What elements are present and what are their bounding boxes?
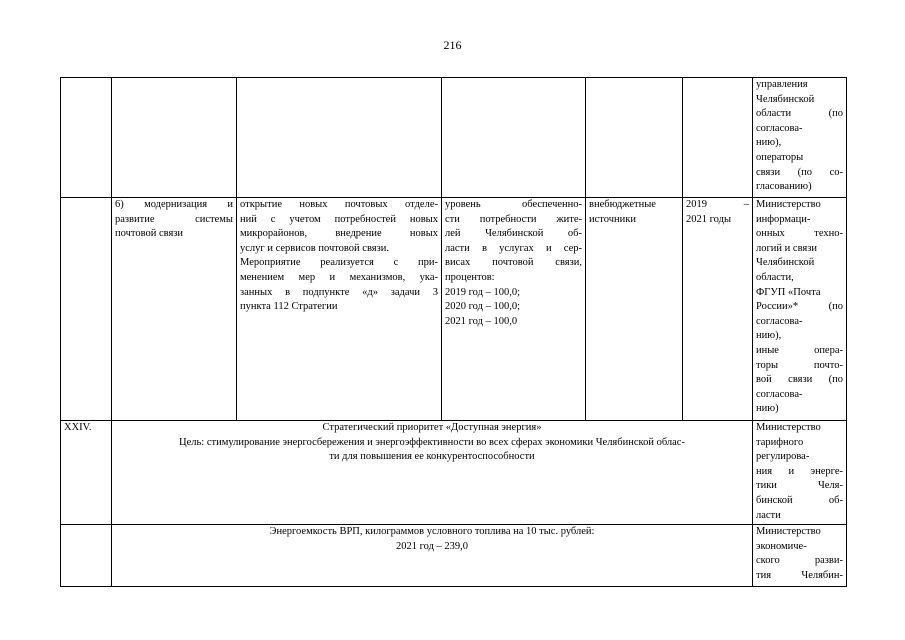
- cell-task: [112, 198, 237, 421]
- text-line: согласова-: [756, 388, 803, 400]
- text-line: регулирова-: [756, 451, 810, 463]
- text-line: ского разви-: [756, 555, 843, 567]
- text-line: бинской об-: [756, 494, 843, 506]
- text-line: процентов:: [445, 271, 495, 283]
- text-line: менением мер и механизмов, ука-: [240, 271, 438, 283]
- text-line: экономиче-: [756, 540, 807, 552]
- text-line: сти потребности жите-: [445, 213, 582, 225]
- text-line: нию),: [756, 330, 782, 342]
- text-line: уровень обеспеченно-: [445, 199, 582, 210]
- text-line: Мероприятие реализуется с при-: [240, 257, 438, 269]
- table-row-priority: [61, 421, 847, 525]
- text-line: Челябинской: [756, 257, 815, 269]
- text-line: лей Челябинской об-: [445, 228, 582, 240]
- text-line: операторы: [756, 151, 804, 163]
- cell-responsible: [753, 525, 847, 587]
- text-line: тия Челябин-: [756, 569, 843, 581]
- table-row-energy-intensity: [61, 525, 847, 587]
- cell-priority-number: XXIV.: [61, 421, 112, 525]
- table-row-continuation: [61, 78, 847, 198]
- text-line: 2019 –: [686, 199, 749, 210]
- cell-period: [683, 78, 753, 198]
- text-line: ния и энерге-: [756, 465, 843, 477]
- priority-title: Стратегический приоритет «Доступная энергия»: [322, 422, 542, 433]
- cell-task: [112, 78, 237, 198]
- text-line: источники: [589, 213, 636, 225]
- cell-number: [61, 198, 112, 421]
- text-line: нию),: [756, 137, 782, 149]
- priority-goal: Цель: стимулирование энергосбережения и энергоэффективности во всех сферах экономики Челябинской облас-: [179, 436, 685, 448]
- text-line: ний с учетом потребностей новых: [240, 213, 438, 225]
- cell-period: [683, 198, 753, 421]
- cell-energy-indicator: [112, 525, 753, 587]
- text-line: тарифного: [756, 436, 804, 448]
- text-line: вой связи (по: [756, 374, 843, 386]
- text-line: ФГУП «Почта: [756, 286, 821, 298]
- cell-measures: [237, 78, 442, 198]
- text-line: иные опера-: [756, 344, 843, 356]
- indicator-value: 2021 год – 239,0: [395, 540, 469, 552]
- text-line: 6) модернизация и: [115, 199, 233, 210]
- cell-responsible: [753, 198, 847, 421]
- text-line: занных в подпункте «д» задачи 3: [240, 286, 438, 298]
- text-line: ласти: [756, 509, 781, 521]
- text-line: согласова-: [756, 315, 803, 327]
- text-line: согласова-: [756, 122, 803, 134]
- cell-funding: [586, 78, 683, 198]
- text-line: России»* (по: [756, 301, 843, 313]
- cell-number: [61, 525, 112, 587]
- text-line: связи (по со-: [756, 166, 843, 178]
- text-line: логий и связи: [756, 242, 817, 254]
- text-line: 2021 год – 100,0: [445, 315, 518, 327]
- text-line: онных техно-: [756, 228, 843, 240]
- text-line: Министерство: [756, 199, 821, 210]
- cell-responsible: [753, 78, 847, 198]
- text-line: Челябинской: [756, 93, 815, 105]
- text-line: висах почтовой связи,: [445, 257, 582, 269]
- text-line: области,: [756, 271, 794, 283]
- strategy-table: [60, 77, 847, 587]
- text-line: гласованию): [756, 181, 812, 193]
- indicator-title: Энергоемкость ВРП, килограммов условного топлива на 10 тыс. рублей:: [269, 526, 595, 537]
- page-number: 216: [443, 38, 462, 52]
- text-line: тики Челя-: [756, 480, 843, 492]
- text-line: 2021 годы: [686, 213, 732, 225]
- text-line: ласти в услугах и сер-: [445, 242, 582, 254]
- text-line: нию): [756, 403, 779, 415]
- text-line: 2019 год – 100,0;: [445, 286, 521, 298]
- text-line: почтовой связи: [115, 228, 184, 240]
- cell-indicator: [442, 78, 586, 198]
- text-line: управления: [756, 79, 808, 90]
- text-line: торы почто-: [756, 359, 843, 371]
- cell-number: [61, 78, 112, 198]
- text-line: 2020 год – 100,0;: [445, 301, 521, 313]
- cell-indicator: [442, 198, 586, 421]
- cell-measures: [237, 198, 442, 421]
- text-line: развитие системы: [115, 213, 233, 225]
- text-line: пункта 112 Стратегии: [240, 301, 338, 313]
- cell-priority-title: [112, 421, 753, 525]
- cell-responsible: [753, 421, 847, 525]
- text-line: Министерство: [756, 422, 821, 433]
- text-line: открытие новых почтовых отделе-: [240, 199, 438, 210]
- text-line: Министерство: [756, 526, 821, 537]
- text-line: внебюджетные: [589, 199, 656, 210]
- table-row-modernization: [61, 198, 847, 421]
- text-line: микрорайонов, внедрение новых: [240, 228, 438, 240]
- priority-goal: ти для повышения ее конкурентоспособности: [329, 451, 535, 463]
- text-line: области (по: [756, 108, 843, 120]
- text-line: информаци-: [756, 213, 811, 225]
- cell-funding: [586, 198, 683, 421]
- text-line: услуг и сервисов почтовой связи.: [240, 242, 390, 254]
